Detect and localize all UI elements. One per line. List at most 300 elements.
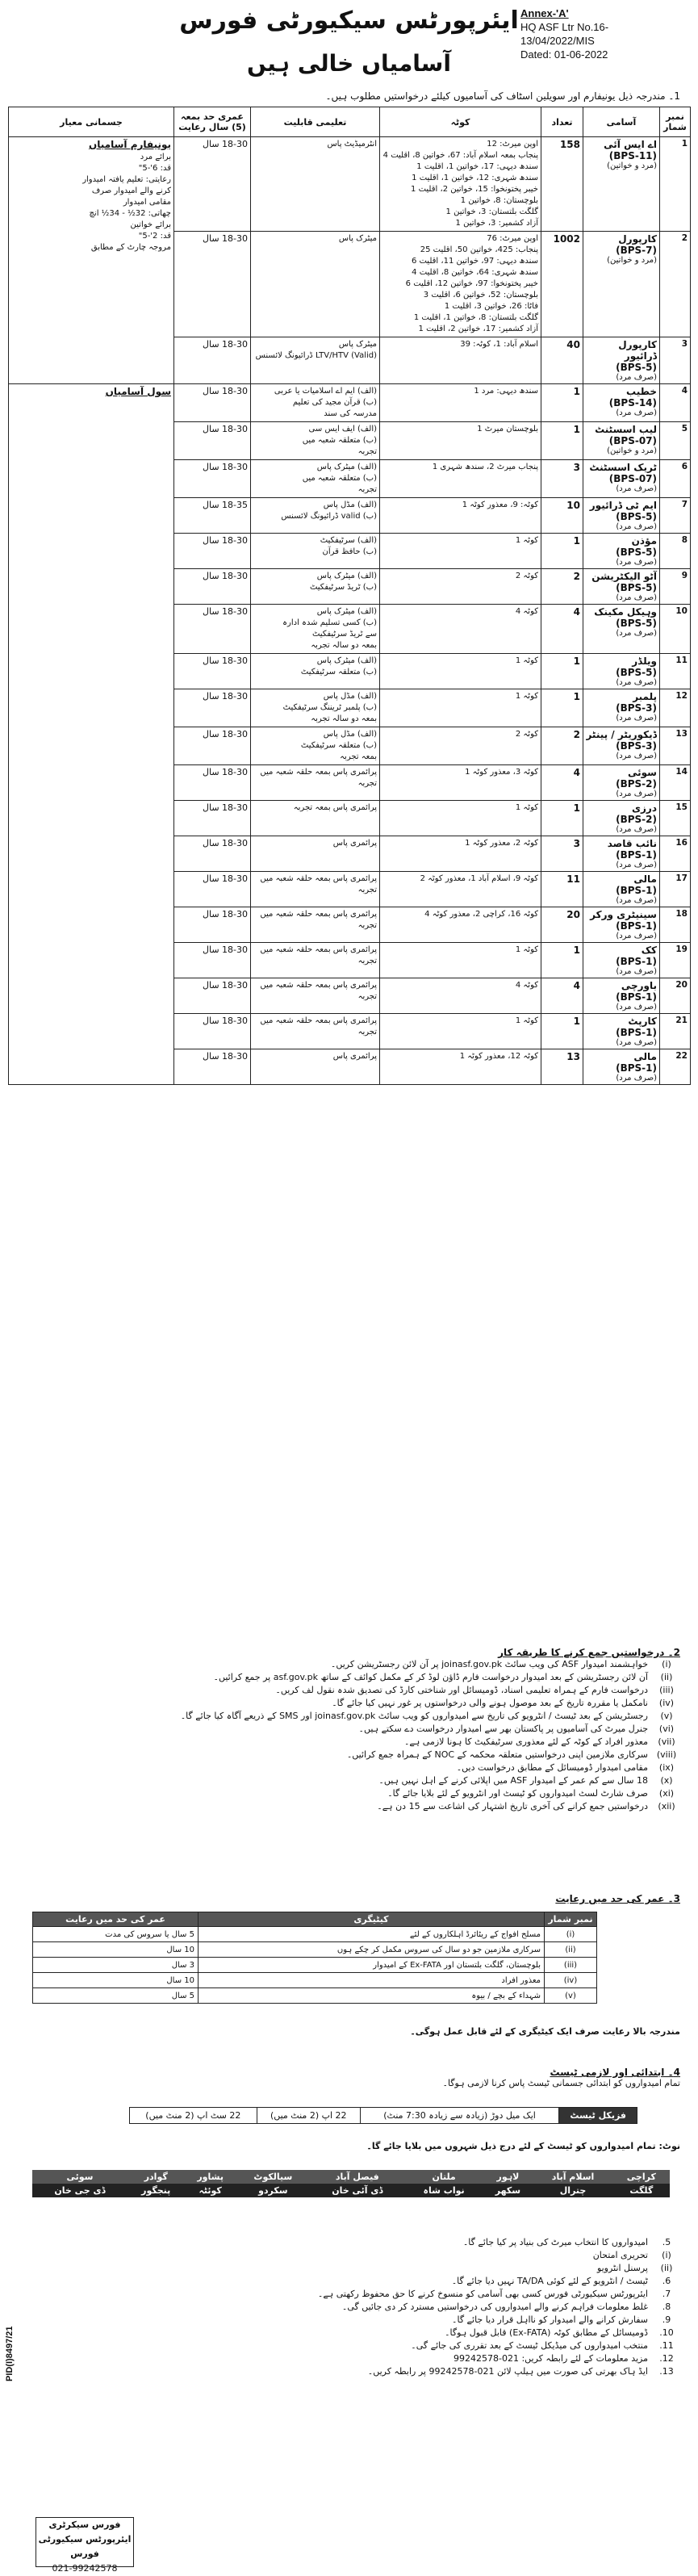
row-age: 18-30 سال xyxy=(174,460,251,498)
relax-category: بلوچستان، گلگت بلتستان اور Ex-FATA کے امیدوار xyxy=(199,1958,545,1973)
section4-intro: تمام امیدواروں کو ابتدائی جسمانی ٹیسٹ پاس کرنا لازمی ہوگا۔ xyxy=(442,2078,680,2088)
post-scale: (BPS-5) xyxy=(616,547,657,558)
list-item-text: ایئرپورٹس سیکیورٹی فورس کسی بھی آسامی کو منسوخ کرنے کا حق محفوظ رکھتی ہے۔ xyxy=(317,2289,648,2299)
list-item-text: سفارش کرانے والے امیدوار کو نااہل قرار دیا جائے گا۔ xyxy=(452,2314,648,2325)
row-num: 5 xyxy=(660,422,691,460)
post-gender: (صرف مرد) xyxy=(616,558,657,567)
section5-list xyxy=(18,2236,680,2378)
post-title: درزی xyxy=(632,802,657,814)
row-age: 18-30 سال xyxy=(174,801,251,836)
list-item xyxy=(18,2275,680,2288)
row-count: 4 xyxy=(541,605,583,654)
row-qualification: (الف) مڈل پاس (ب) متعلقہ سرٹیفکیٹ بمعہ تجربہ xyxy=(251,727,380,765)
row-qualification: میٹرک پاس LTV/HTV (Valid) ڈرائیونگ لائسنس xyxy=(251,337,380,384)
test-city: ملتان xyxy=(405,2170,483,2184)
row-count: 158 xyxy=(541,137,583,232)
row-num: 22 xyxy=(660,1049,691,1085)
post-scale: (BPS-1) xyxy=(616,956,657,967)
row-count: 2 xyxy=(541,569,583,605)
post-scale: (BPS-2) xyxy=(616,778,657,790)
row-post xyxy=(583,337,660,384)
row-age: 18-30 سال xyxy=(174,907,251,943)
post-scale: (BPS-3) xyxy=(616,740,657,752)
list-item-number: (i) xyxy=(662,1659,671,1669)
row-post xyxy=(583,384,660,422)
physical-head: یونیفارم آسامیاں xyxy=(89,139,171,150)
list-item-number: (xi) xyxy=(658,1788,675,1799)
post-gender: (صرف مرد) xyxy=(616,1074,657,1083)
row-age: 18-30 سال xyxy=(174,872,251,907)
row-age: 18-35 سال xyxy=(174,498,251,534)
vacancies-table xyxy=(8,107,691,1085)
list-item-number: (iii) xyxy=(659,1685,674,1695)
row-qualification: (الف) ایم اے اسلامیات یا عربی (ب) قرآن مجید کی تعلیم مدرسہ کی سند xyxy=(251,384,380,422)
post-gender: (صرف مرد) xyxy=(616,593,657,602)
post-title: مالی xyxy=(633,1051,657,1062)
relax-num: (v) xyxy=(545,1988,597,2004)
relax-category: شہداء کے بچے / بیوہ xyxy=(199,1988,545,2004)
list-item-number: 5. xyxy=(662,2237,671,2247)
post-gender: (صرف مرد) xyxy=(616,861,657,869)
post-title: ٹریک اسسٹنٹ xyxy=(589,462,657,473)
row-count: 1002 xyxy=(541,232,583,337)
test-city: سیالکوٹ xyxy=(236,2170,310,2184)
post-scale: (BPS-5) xyxy=(616,582,657,593)
row-qualification: پرائمری پاس xyxy=(251,836,380,872)
post-gender: (صرف مرد) xyxy=(616,932,657,940)
row-quota: کوٹہ 16، کراچی 2، معذور کوٹہ 4 xyxy=(380,907,541,943)
row-num: 21 xyxy=(660,1014,691,1049)
list-item-text: نامکمل یا مقررہ تاریخ کے بعد موصول ہونے والی درخواستوں پر غور نہیں کیا جائے گا۔ xyxy=(332,1698,648,1708)
section-physical-test xyxy=(18,2067,680,2088)
list-item-number: 8. xyxy=(662,2302,671,2312)
row-age: 18-30 سال xyxy=(174,605,251,654)
physical-test-pushups: 22 اپ (2 منٹ میں) xyxy=(257,2108,360,2124)
list-item-number: (viii) xyxy=(656,1749,677,1760)
physical-test-row xyxy=(130,2108,637,2124)
post-title: کک xyxy=(641,945,657,956)
list-item-number: 12. xyxy=(659,2353,674,2364)
row-count: 1 xyxy=(541,384,583,422)
relax-header-row xyxy=(33,1912,597,1927)
post-gender: (صرف مرد) xyxy=(616,373,657,382)
list-item-text: 18 سال سے کم عمر کے امیدوار ASF میں اپلائی کرنے کے اہل نہیں ہیں۔ xyxy=(378,1775,648,1786)
post-title: مالی xyxy=(633,873,657,885)
row-count: 40 xyxy=(541,337,583,384)
list-item xyxy=(18,1749,680,1761)
post-gender: (صرف مرد) xyxy=(616,1003,657,1012)
row-num: 17 xyxy=(660,872,691,907)
row-qualification: (الف) میٹرک پاس (ب) متعلقہ شعبہ میں تجربہ xyxy=(251,460,380,498)
row-num: 13 xyxy=(660,727,691,765)
test-cities-table xyxy=(32,2170,670,2197)
row-post xyxy=(583,943,660,978)
row-num: 10 xyxy=(660,605,691,654)
test-city: پشاور xyxy=(185,2170,236,2184)
row-qualification: (الف) مڈل پاس (ب) پلمبر ٹریننگ سرٹیفکیٹ بمعہ دو سالہ تجربہ xyxy=(251,689,380,727)
list-item-text: ایڈ ہاک بھرتی کی صورت میں ہیلپ لائن 021-99242578 پر رابطہ کریں۔ xyxy=(367,2366,648,2377)
post-gender: (صرف مرد) xyxy=(616,629,657,638)
relax-header-category: کیٹیگری xyxy=(199,1912,545,1927)
list-item xyxy=(18,1684,680,1697)
row-post xyxy=(583,765,660,801)
list-item-number: 7. xyxy=(662,2289,671,2299)
list-item-number: (ix) xyxy=(658,1762,675,1773)
list-item xyxy=(18,1671,680,1684)
list-item xyxy=(18,2339,680,2352)
row-quota: کوٹہ 1 xyxy=(380,943,541,978)
relax-relax: 5 سال xyxy=(33,1988,199,2004)
row-post xyxy=(583,569,660,605)
row-count: 1 xyxy=(541,801,583,836)
list-item xyxy=(18,1697,680,1710)
row-quota: کوٹہ 4 xyxy=(380,605,541,654)
list-item xyxy=(18,1658,680,1671)
row-count: 11 xyxy=(541,872,583,907)
row-age: 18-30 سال xyxy=(174,654,251,689)
list-item-text: مقامی امیدوار ڈومیسائل کے مطابق درخواست دیں۔ xyxy=(456,1762,648,1773)
row-qualification: (الف) ایف ایس سی (ب) متعلقہ شعبہ میں تجربہ xyxy=(251,422,380,460)
post-title: نائب قاصد xyxy=(607,838,657,849)
relax-row xyxy=(33,1973,597,1988)
section-age-relaxation xyxy=(18,1893,680,1904)
row-post xyxy=(583,137,660,232)
header-qualification: تعلیمی قابلیت xyxy=(251,107,380,137)
row-count: 4 xyxy=(541,978,583,1014)
post-scale: (BPS-5) xyxy=(616,618,657,629)
relax-header-num: نمبر شمار xyxy=(545,1912,597,1927)
post-scale: (BPS-2) xyxy=(616,814,657,825)
list-item-number: 10. xyxy=(659,2327,674,2338)
post-scale: (BPS-1) xyxy=(616,991,657,1003)
list-item-text: منتخب امیدواروں کی میڈیکل ٹیسٹ کے بعد تقرری کی جائے گی۔ xyxy=(411,2340,648,2351)
row-count: 13 xyxy=(541,1049,583,1085)
row-post xyxy=(583,872,660,907)
header-quota: کوٹہ xyxy=(380,107,541,137)
physical-test-head: فزیکل ٹیسٹ xyxy=(559,2108,637,2124)
post-scale: (BPS-1) xyxy=(616,1062,657,1074)
row-quota: اسلام آباد: 1، کوٹہ: 39 xyxy=(380,337,541,384)
post-title: کارپورل xyxy=(618,233,657,245)
section2-list xyxy=(18,1658,680,1813)
cities-row-1 xyxy=(32,2170,670,2184)
relax-category: معذور افراد xyxy=(199,1973,545,1988)
table-row xyxy=(9,137,691,232)
relax-category: مسلح افواج کے ریٹائرڈ اہلکاروں کے لئے xyxy=(199,1927,545,1942)
physical-test-run: ایک میل دوڑ (زیادہ سے زیادہ 7:30 منٹ) xyxy=(360,2108,559,2124)
header-num: نمبر شمار xyxy=(660,107,691,137)
list-item xyxy=(18,1761,680,1774)
list-item-text: جنرل میرٹ کی آسامیوں پر پاکستان بھر سے امیدوار درخواست دے سکتے ہیں۔ xyxy=(358,1724,648,1734)
list-item-number: (v) xyxy=(660,1711,673,1721)
row-num: 8 xyxy=(660,534,691,569)
test-city: ڈی جی خان xyxy=(32,2184,127,2197)
row-quota: کوٹہ 1 xyxy=(380,1014,541,1049)
post-title: اے ایس آئی xyxy=(604,139,657,150)
relax-relax: 10 سال xyxy=(33,1973,199,1988)
list-item-number: (xii) xyxy=(658,1801,675,1812)
row-num: 7 xyxy=(660,498,691,534)
row-qualification: پرائمری پاس xyxy=(251,1049,380,1085)
list-item-number: (ii) xyxy=(660,2263,673,2273)
relax-relax: 10 سال xyxy=(33,1942,199,1958)
row-num: 19 xyxy=(660,943,691,978)
row-age: 18-30 سال xyxy=(174,534,251,569)
row-post xyxy=(583,836,660,872)
list-item-number: (ii) xyxy=(660,1672,673,1682)
post-title: پلمبر xyxy=(633,691,657,702)
row-count: 1 xyxy=(541,534,583,569)
row-quota: کوٹہ: 9، معذور کوٹہ 1 xyxy=(380,498,541,534)
row-post xyxy=(583,232,660,337)
row-post xyxy=(583,1014,660,1049)
list-item xyxy=(18,2301,680,2314)
row-quota: سندھ دیہی: مرد 1 xyxy=(380,384,541,422)
row-age: 18-30 سال xyxy=(174,137,251,232)
annex-label: Annex-'A' xyxy=(520,7,569,19)
list-item-number: 11. xyxy=(659,2340,674,2351)
row-age: 18-30 سال xyxy=(174,384,251,422)
row-qualification: (الف) میٹرک پاس (ب) ٹریڈ سرٹیفکیٹ xyxy=(251,569,380,605)
row-qualification: پرائمری پاس بمعہ تجربہ xyxy=(251,801,380,836)
list-item-text: معذور افراد کے کوٹہ کے لئے معذوری سرٹیفکیٹ کا ہونا لازمی ہے۔ xyxy=(403,1736,648,1747)
row-count: 4 xyxy=(541,765,583,801)
relax-category: سرکاری ملازمین جو دو سال کی سروس مکمل کر چکے ہوں xyxy=(199,1942,545,1958)
row-qualification: پرائمری پاس بمعہ حلقہ شعبہ میں تجربہ xyxy=(251,872,380,907)
post-gender: (صرف مرد) xyxy=(616,714,657,723)
row-quota: بلوچستان میرٹ 1 xyxy=(380,422,541,460)
post-gender: (صرف مرد) xyxy=(616,967,657,976)
physical-test-table xyxy=(129,2107,637,2124)
post-scale: (BPS-5) xyxy=(616,667,657,678)
list-item-number: (x) xyxy=(660,1775,673,1786)
row-quota: کوٹہ 9، اسلام آباد 1، معذور کوٹہ 2 xyxy=(380,872,541,907)
section2-title: 2۔ درخواستیں جمع کرنے کا طریقہ کار xyxy=(498,1647,680,1658)
cities-row-2 xyxy=(32,2184,670,2197)
row-count: 1 xyxy=(541,422,583,460)
test-city: گوادر xyxy=(127,2170,185,2184)
row-qualification: پرائمری پاس بمعہ حلقہ شعبہ میں تجربہ xyxy=(251,978,380,1014)
list-item xyxy=(18,1710,680,1723)
post-gender: (مرد و خواتین) xyxy=(607,161,657,170)
header-age: عمری حد بمعہ (5) سال رعایت xyxy=(174,107,251,137)
list-item xyxy=(18,2352,680,2365)
list-item-text: درخواست فارم کے ہمراہ تعلیمی اسناد، ڈومیسائل اور شناختی کارڈ کی تصدیق شدہ نقول لف کریں۔ xyxy=(275,1685,648,1695)
section3-title: 3۔ عمر کی حد میں رعایت xyxy=(555,1893,680,1904)
list-item xyxy=(18,1800,680,1813)
post-gender: (صرف مرد) xyxy=(616,896,657,905)
row-quota: کوٹہ 2، معذور کوٹہ 1 xyxy=(380,836,541,872)
row-post xyxy=(583,654,660,689)
row-age: 18-30 سال xyxy=(174,1014,251,1049)
row-post xyxy=(583,801,660,836)
row-post xyxy=(583,1049,660,1085)
table-header-row xyxy=(9,107,691,137)
list-item-number: 6. xyxy=(662,2276,671,2286)
row-qualification: پرائمری پاس بمعہ حلقہ شعبہ میں تجربہ xyxy=(251,1014,380,1049)
row-age: 18-30 سال xyxy=(174,978,251,1014)
row-post xyxy=(583,907,660,943)
row-age: 18-30 سال xyxy=(174,689,251,727)
letter-number: HQ ASF Ltr No.16-13/04/2022/MIS xyxy=(520,21,609,47)
post-scale: (BPS-3) xyxy=(616,702,657,714)
post-gender: (صرف مرد) xyxy=(616,484,657,493)
row-quota: کوٹہ 1 xyxy=(380,801,541,836)
list-item xyxy=(18,2314,680,2327)
row-count: 1 xyxy=(541,943,583,978)
row-post xyxy=(583,689,660,727)
list-item-text: امیدواروں کا انتخاب میرٹ کی بنیاد پر کیا جائے گا۔ xyxy=(462,2237,648,2247)
physical-civil xyxy=(9,384,174,1085)
relax-num: (i) xyxy=(545,1927,597,1942)
row-age: 18-30 سال xyxy=(174,232,251,337)
list-item xyxy=(18,1787,680,1800)
row-num: 4 xyxy=(660,384,691,422)
row-age: 18-30 سال xyxy=(174,765,251,801)
post-scale: (BPS-7) xyxy=(616,245,657,256)
intro-text: 1۔ مندرجہ ذیل یونیفارم اور سویلین اسٹاف کی آسامیوں کیلئے درخواستیں مطلوب ہیں۔ xyxy=(325,90,680,102)
relax-relax: 5 سال یا سروس کی مدت xyxy=(33,1927,199,1942)
list-item-text: پرسنل انٹرویو xyxy=(596,2263,648,2273)
list-item-text: تحریری امتحان xyxy=(592,2250,648,2260)
row-quota: اوپن میرٹ: 12 پنجاب بمعہ اسلام آباد: 67، خواتین 8، اقلیت 4 سندھ دیہی: 17، خواتین 1، اقلیت 1 سندھ شہری: 12، خواتین 1، اقلیت 1 خیبر پختونخوا: 15، خواتین 2، اقلیت 1 بلوچستان: 8، خواتین 1 گلگت بلتستان: 3، خواتین 1 آزاد کشمیر: 3، خواتین 1 xyxy=(380,137,541,232)
row-post xyxy=(583,727,660,765)
footer-line2: ایئرپورٹس سیکیورٹی فورس xyxy=(38,2534,132,2559)
post-title: باورچی xyxy=(621,980,657,991)
list-item-text: سرکاری ملازمین اپنی درخواستیں متعلقہ محکمہ کے NOC کے ہمراہ جمع کرائیں۔ xyxy=(346,1749,648,1760)
row-post xyxy=(583,498,660,534)
row-count: 3 xyxy=(541,460,583,498)
list-item-number: (iv) xyxy=(658,1698,675,1708)
list-item-number: (vii) xyxy=(658,1736,675,1747)
relax-num: (ii) xyxy=(545,1942,597,1958)
post-title: آٹو الیکٹریشن xyxy=(591,571,657,582)
list-item-text: ڈومیسائل کے مطابق کوٹہ (Ex-FATA) قابل قبول ہوگا۔ xyxy=(445,2327,648,2338)
list-item-text: خواہشمند امیدوار ASF کی ویب سائٹ joinasf.gov.pk پر آن لائن رجسٹریشن کریں۔ xyxy=(330,1659,648,1669)
post-scale: (BPS-07) xyxy=(608,435,657,446)
list-item-text: مزید معلومات کے لئے رابطہ کریں: 021-99242578 xyxy=(453,2353,648,2364)
test-city: گلگت xyxy=(613,2184,670,2197)
row-num: 16 xyxy=(660,836,691,872)
row-quota: کوٹہ 3، معذور کوٹہ 1 xyxy=(380,765,541,801)
list-item-text: صرف شارٹ لسٹ امیدواروں کو ٹیسٹ اور انٹرویو کے لئے بلایا جائے گا۔ xyxy=(387,1788,648,1799)
relax-note: مندرجہ بالا رعایت صرف ایک کیٹیگری کے لئے قابل عمل ہوگی۔ xyxy=(410,2026,680,2037)
row-age: 18-30 سال xyxy=(174,422,251,460)
row-qualification: میٹرک پاس xyxy=(251,232,380,337)
row-age: 18-30 سال xyxy=(174,836,251,872)
list-item-text: آن لائن رجسٹریشن کے بعد امیدوار درخواست فارم ڈاؤن لوڈ کر کے مکمل کوائف کے ساتھ asf.gov.pk پر جمع کرائیں۔ xyxy=(213,1672,648,1682)
row-quota: پنجاب میرٹ 2، سندھ شہری 1 xyxy=(380,460,541,498)
list-item-number: 9. xyxy=(662,2314,671,2325)
post-title: سوئی xyxy=(628,767,657,778)
list-item xyxy=(18,1774,680,1787)
relax-row xyxy=(33,1988,597,2004)
row-count: 20 xyxy=(541,907,583,943)
post-title: مؤذن xyxy=(631,535,657,547)
post-title: ایم ٹی ڈرائیور xyxy=(589,500,657,511)
post-gender: (صرف مرد) xyxy=(616,408,657,417)
row-num: 6 xyxy=(660,460,691,498)
section4-note-wrap xyxy=(18,2141,680,2151)
relax-relax: 3 سال xyxy=(33,1958,199,1973)
relax-row xyxy=(33,1958,597,1973)
test-city: نواب شاہ xyxy=(405,2184,483,2197)
row-age: 18-30 سال xyxy=(174,569,251,605)
row-quota: کوٹہ 2 xyxy=(380,727,541,765)
row-num: 18 xyxy=(660,907,691,943)
post-scale: (BPS-5) xyxy=(616,511,657,522)
row-num: 12 xyxy=(660,689,691,727)
footer-line1: فورس سیکرٹری xyxy=(48,2519,121,2530)
list-item-text: غلط معلومات فراہم کرنے والے امیدواروں کی درخواستیں مسترد کر دی جائیں گی۔ xyxy=(341,2302,648,2312)
test-city: لاہور xyxy=(483,2170,533,2184)
test-city: اسلام آباد xyxy=(533,2170,612,2184)
row-qualification: پرائمری پاس بمعہ حلقہ شعبہ میں تجربہ xyxy=(251,765,380,801)
row-post xyxy=(583,605,660,654)
row-count: 3 xyxy=(541,836,583,872)
pid-number: PID(I)8497/21 xyxy=(5,2326,15,2381)
post-title: ڈیکوریٹر / پینٹر xyxy=(586,729,657,740)
row-post xyxy=(583,534,660,569)
physical-uniform xyxy=(9,137,174,384)
row-count: 1 xyxy=(541,1014,583,1049)
test-city: سکھر xyxy=(483,2184,533,2197)
list-item xyxy=(18,2327,680,2339)
row-quota: کوٹہ 12، معذور کوٹہ 1 xyxy=(380,1049,541,1085)
post-title: سینیٹری ورکر xyxy=(590,909,657,920)
row-quota: کوٹہ 1 xyxy=(380,534,541,569)
post-title: لیب اسسٹنٹ xyxy=(595,424,657,435)
test-city: سکردو xyxy=(236,2184,310,2197)
test-city: ڈی آئی خان xyxy=(310,2184,405,2197)
header-physical: جسمانی معیار xyxy=(9,107,174,137)
post-gender: (صرف مرد) xyxy=(616,1038,657,1047)
row-num: 2 xyxy=(660,232,691,337)
list-item xyxy=(18,2288,680,2301)
row-count: 2 xyxy=(541,727,583,765)
row-count: 1 xyxy=(541,654,583,689)
row-qualification: (الف) میٹرک پاس (ب) کسی تسلیم شدہ ادارہ سے ٹریڈ سرٹیفکیٹ بمعہ دو سالہ تجربہ xyxy=(251,605,380,654)
post-title: وہیکل مکینک xyxy=(594,606,657,618)
row-quota: کوٹہ 1 xyxy=(380,654,541,689)
row-num: 9 xyxy=(660,569,691,605)
test-city: چترال xyxy=(533,2184,612,2197)
post-gender: (صرف مرد) xyxy=(616,825,657,834)
row-post xyxy=(583,978,660,1014)
page-subtitle: آسامیاں خالی ہیں xyxy=(247,50,451,77)
row-num: 14 xyxy=(660,765,691,801)
row-age: 18-30 سال xyxy=(174,337,251,384)
test-city: فیصل آباد xyxy=(310,2170,405,2184)
post-scale: (BPS-1) xyxy=(616,849,657,861)
post-gender: (مرد و خواتین) xyxy=(607,256,657,265)
section-general-terms xyxy=(18,2236,680,2378)
row-post xyxy=(583,460,660,498)
relax-num: (iv) xyxy=(545,1973,597,1988)
post-title: ویلڈر xyxy=(632,656,657,667)
test-city: کراچی xyxy=(613,2170,670,2184)
list-item xyxy=(18,1736,680,1749)
letter-date: Dated: 01-06-2022 xyxy=(520,48,608,61)
row-qualification: انٹرمیڈیٹ پاس xyxy=(251,137,380,232)
test-city: کوئٹہ xyxy=(185,2184,236,2197)
row-post xyxy=(583,422,660,460)
post-scale: (BPS-1) xyxy=(616,1027,657,1038)
post-gender: (مرد و خواتین) xyxy=(607,446,657,455)
post-title: کارپورل ڈرائیور xyxy=(618,339,657,362)
list-item-text: رجسٹریشن کے بعد ٹیسٹ / انٹرویو کی تاریخ سے امیدواروں کو ویب سائٹ joinasf.gov.pk اور SMS کے ذریعے آگاہ کیا جائے گا۔ xyxy=(180,1711,648,1721)
row-count: 1 xyxy=(541,689,583,727)
